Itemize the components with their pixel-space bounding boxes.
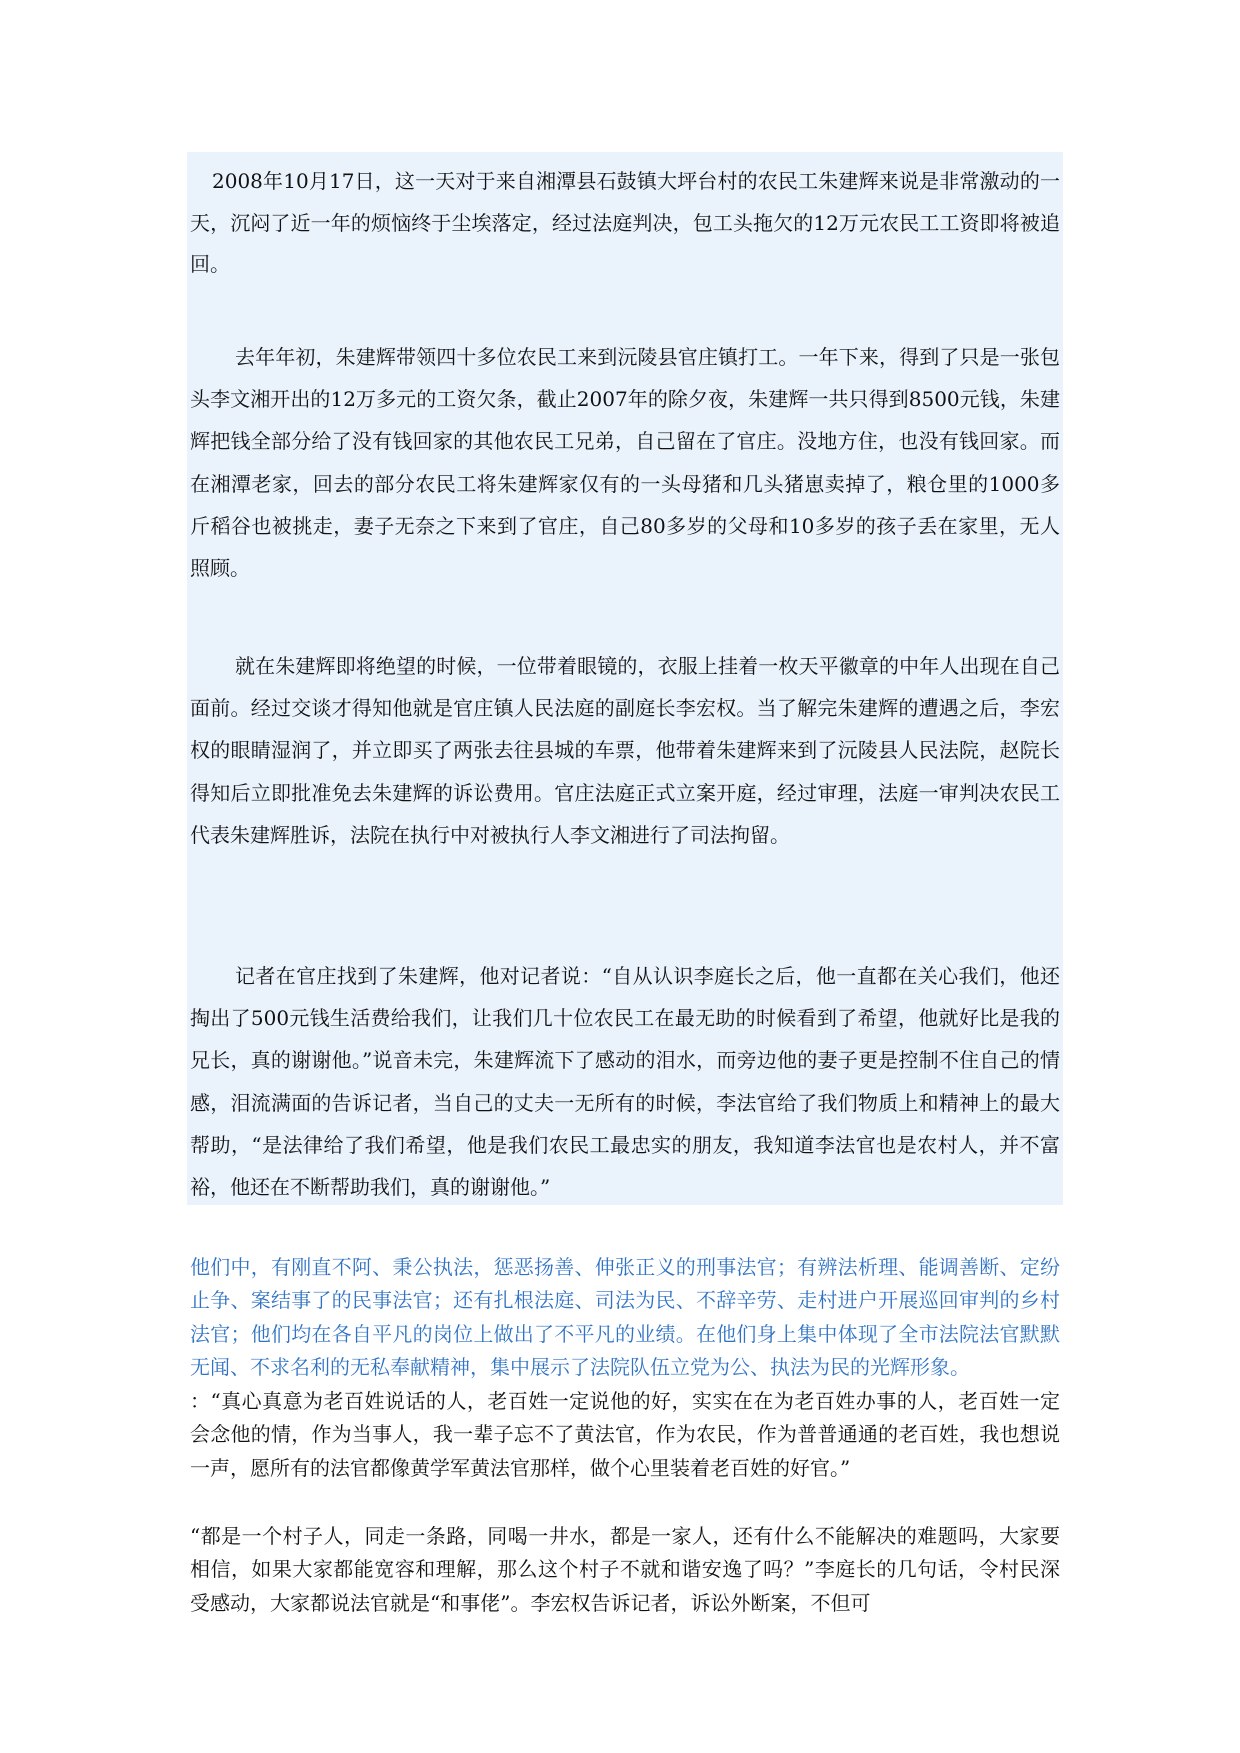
article-paragraph-4: 记者在官庄找到了朱建辉，他对记者说：“自从认识李庭长之后，他一直都在关心我们，他还掏出了500元钱生活费给我们，让我们几十位农民工在最无助的时候看到了希望，他就好比是我的兄长，真的谢谢他。”说音未完，朱建辉流下了感动的泪水，而旁边他的妻子更是控制不住自己的情感，泪流满面的告诉记者，当自己的丈夫一无所有的时候，李法官给了我们物质上和精神上的最大帮助，“是法律给了我们希望，他是我们农民工最忠实的朋友，我知道李法官也是农村人，并不富裕，他还在不断帮助我们，真的谢谢他。” <box>190 964 1060 1200</box>
quote-paragraph-1: ：“真心真意为老百姓说话的人，老百姓一定说他的好，实实在在为老百姓办事的人，老百姓一定会念他的情，作为当事人，我一辈子忘不了黄法官，作为农民，作为普普通通的老百姓，我也想说一声，愿所有的法官都像黄学军黄法官那样，做个心里装着老百姓的好官。” <box>190 1389 1060 1480</box>
article-paragraph-1: 2008年10月17日，这一天对于来自湘潭县石鼓镇大坪台村的农民工朱建辉来说是非常激动的一天，沉闷了近一年的烦恼终于尘埃落定，经过法庭判决，包工头拖欠的12万元农民工工资即将被追回。 <box>190 169 1060 277</box>
blue-summary-paragraph: 他们中，有刚直不阿、秉公执法，惩恶扬善、伸张正义的刑事法官；有辨法析理、能调善断、定纷止争、案结事了的民事法官；还有扎根法庭、司法为民、不辞辛劳、走村进户开展巡回审判的乡村法官；他们均在各自平凡的岗位上做出了不平凡的业绩。在他们身上集中体现了全市法院法官默默无闻、不求名利的无私奉献精神，集中展示了法院队伍立党为公、执法为民的光辉形象。 <box>190 1255 1060 1380</box>
article-paragraph-3: 就在朱建辉即将绝望的时候，一位带着眼镜的，衣服上挂着一枚天平徽章的中年人出现在自己面前。经过交谈才得知他就是官庄镇人民法庭的副庭长李宏权。当了解完朱建辉的遭遇之后，李宏权的眼睛湿润了，并立即买了两张去往县城的车票，他带着朱建辉来到了沅陵县人民法院，赵院长得知后立即批准免去朱建辉的诉讼费用。官庄法庭正式立案开庭，经过审理，法庭一审判决农民工代表朱建辉胜诉，法院在执行中对被执行人李文湘进行了司法拘留。 <box>190 654 1060 847</box>
article-paragraph-2: 去年年初，朱建辉带领四十多位农民工来到沅陵县官庄镇打工。一年下来，得到了只是一张包头李文湘开出的12万多元的工资欠条，截止2007年的除夕夜，朱建辉一共只得到8500元钱，朱建辉把钱全部分给了没有钱回家的其他农民工兄弟，自己留在了官庄。没地方住，也没有钱回家。而在湘潭老家，回去的部分农民工将朱建辉家仅有的一头母猪和几头猪崽卖掉了，粮仓里的1000多斤稻谷也被挑走，妻子无奈之下来到了官庄，自己80多岁的父母和10多岁的孩子丢在家里，无人照顾。 <box>190 345 1060 581</box>
quote-paragraph-2: “都是一个村子人，同走一条路，同喝一井水，都是一家人，还有什么不能解决的难题吗，大家要相信，如果大家都能宽容和理解，那么这个村子不就和谐安逸了吗？”李庭长的几句话，令村民深受感动，大家都说法官就是“和事佬”。李宏权告诉记者，诉讼外断案，不但可 <box>190 1524 1060 1615</box>
